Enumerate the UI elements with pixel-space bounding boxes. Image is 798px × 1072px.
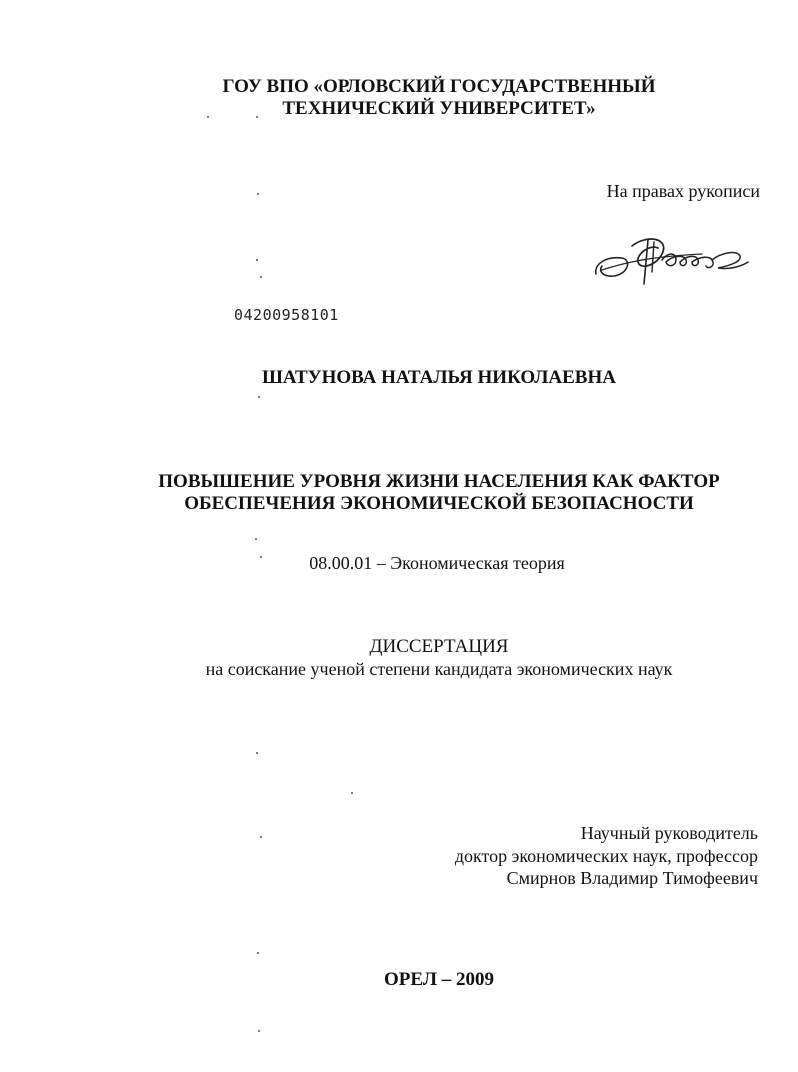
scan-speck [207, 116, 209, 118]
handwritten-signature-icon [592, 230, 752, 290]
document-type: ДИССЕРТАЦИЯ [369, 636, 509, 657]
scan-speck [257, 193, 259, 195]
scan-speck [260, 276, 262, 278]
scan-speck [258, 396, 260, 398]
scan-speck [256, 116, 258, 118]
scan-speck [351, 792, 353, 794]
supervisor-credentials: доктор экономических наук, профессор [454, 846, 758, 866]
supervisor-name: Смирнов Владимир Тимофеевич [506, 868, 758, 888]
city-year: ОРЕЛ – 2009 [384, 969, 494, 990]
author-name: ШАТУНОВА НАТАЛЬЯ НИКОЛАЕВНА [262, 367, 616, 388]
document-code: 04200958101 [234, 306, 339, 324]
degree-statement: на соискание ученой степени кандидата экономических наук [205, 659, 673, 679]
organization-name-line1: ГОУ ВПО «ОРЛОВСКИЙ ГОСУДАРСТВЕННЫЙ [222, 76, 656, 97]
scan-speck [258, 1030, 260, 1032]
manuscript-rights-note: На правах рукописи [606, 181, 760, 201]
dissertation-title-line2: ОБЕСПЕЧЕНИЯ ЭКОНОМИЧЕСКОЙ БЕЗОПАСНОСТИ [184, 493, 694, 514]
organization-name-line2: ТЕХНИЧЕСКИЙ УНИВЕРСИТЕТ» [282, 98, 596, 119]
specialty-code: 08.00.01 – Экономическая теория [309, 553, 565, 573]
scan-speck [256, 752, 258, 754]
scan-speck [256, 259, 258, 261]
scan-speck [257, 952, 259, 954]
scan-speck [260, 556, 262, 558]
dissertation-title-line1: ПОВЫШЕНИЕ УРОВНЯ ЖИЗНИ НАСЕЛЕНИЯ КАК ФАКТОР [158, 471, 720, 492]
scan-speck [260, 836, 262, 838]
scan-speck [255, 538, 257, 540]
supervisor-role: Научный руководитель [580, 823, 758, 843]
